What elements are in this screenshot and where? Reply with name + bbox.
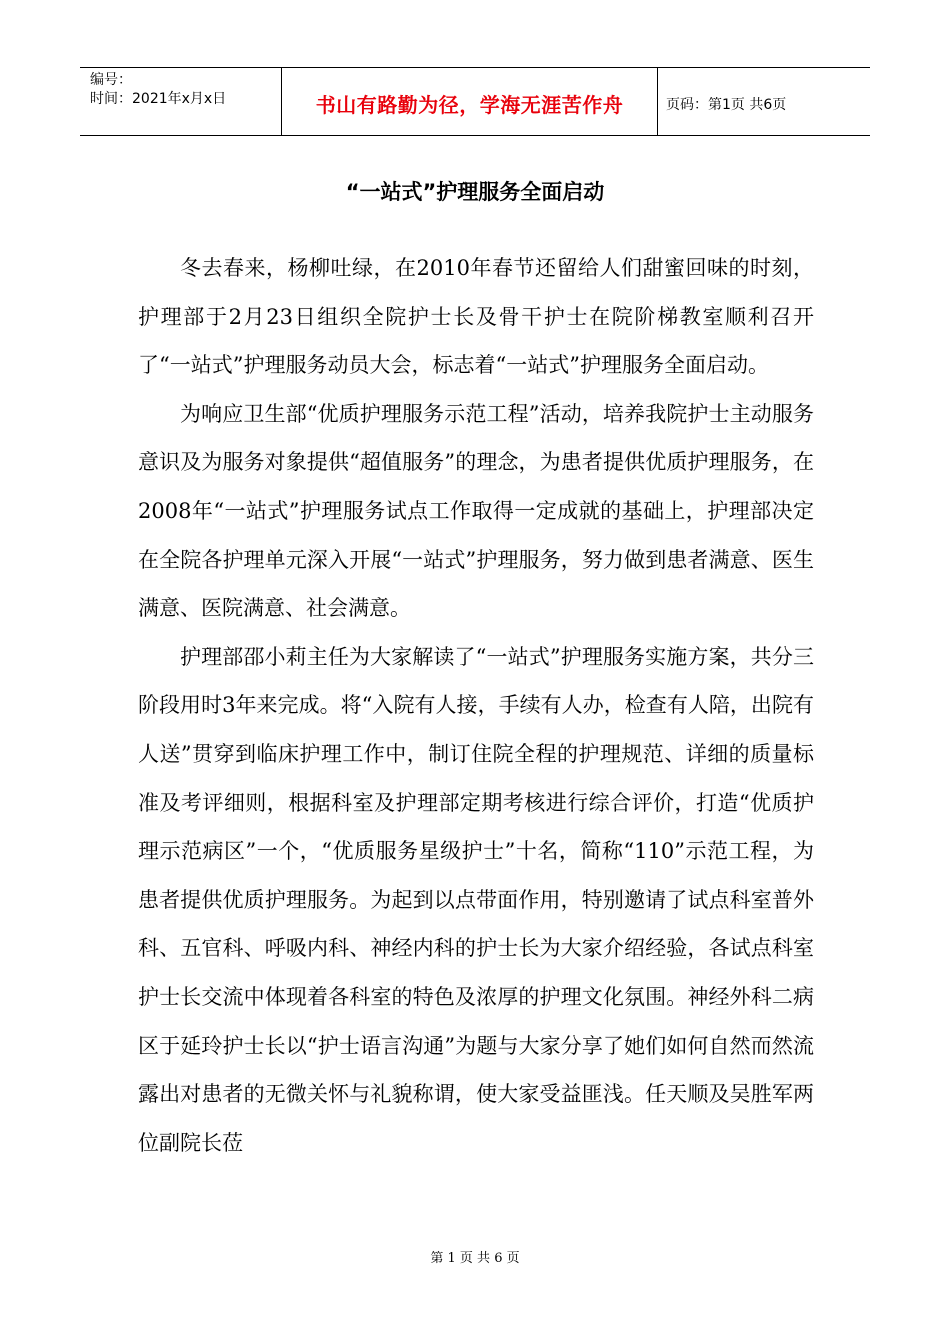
document-title: “一站式”护理服务全面启动 (345, 180, 605, 204)
document-number-label: 编号： (90, 72, 132, 88)
paragraph-3: 护理部邵小莉主任为大家解读了“一站式”护理服务实施方案，共分三阶段用时3年来完成。将“入院有人接，手续有人办，检查有人陪，出院有人送”贯穿到临床护理工作中，制订住院全程的护理规范、详细的质量标准及考评细则，根据科室及护理部定期考核进行综合评价，打造“优质护理示范病区”一个，“优质服务星级护士”十名，简称“110”示范工程，为患者提供优质护理服务。为起到以点带面作用，特别邀请了试点科室普外科、五官科、呼吸内科、神经内科的护士长为大家介绍经验，各试点科室护士长交流中体现着各科室的特色及浓厚的护理文化氛围。神经外科二病区于延玲护士长以“护士语言沟通”为题与大家分享了她们如何自然而然流露出对患者的无微关怀与礼貌称谓，使大家受益匪浅。任天顺及吴胜军两位副院长莅 (138, 644, 814, 1155)
header-page-cell (658, 68, 870, 135)
paragraph-2: 为响应卫生部“优质护理服务示范工程”活动，培养我院护士主动服务意识及为服务对象提供“超值服务”的理念，为患者提供优质护理服务，在2008年“一站式”护理服务试点工作取得一定成就的基础上，护理部决定在全院各护理单元深入开展“一站式”护理服务，努力做到患者满意、医生满意、医院满意、社会满意。 (138, 401, 814, 621)
header-motto-cell (282, 68, 658, 135)
header-table (80, 67, 870, 136)
page-footer: 第 1 页 共 6 页 (430, 1251, 520, 1266)
header-page-number: 页码：第1页 共6页 (666, 96, 787, 113)
document-time-label: 时间：2021年x月x日 (90, 91, 227, 107)
header-meta-cell (80, 68, 282, 135)
header-motto: 书山有路勤为径，学海无涯苦作舟 (315, 93, 624, 117)
document-body (138, 244, 814, 1167)
paragraph-1: 冬去春来，杨柳吐绿，在2010年春节还留给人们甜蜜回味的时刻，护理部于2月23日组织全院护士长及骨干护士在院阶梯教室顺利召开了“一站式”护理服务动员大会，标志着“一站式”护理服务全面启动。 (138, 256, 814, 378)
